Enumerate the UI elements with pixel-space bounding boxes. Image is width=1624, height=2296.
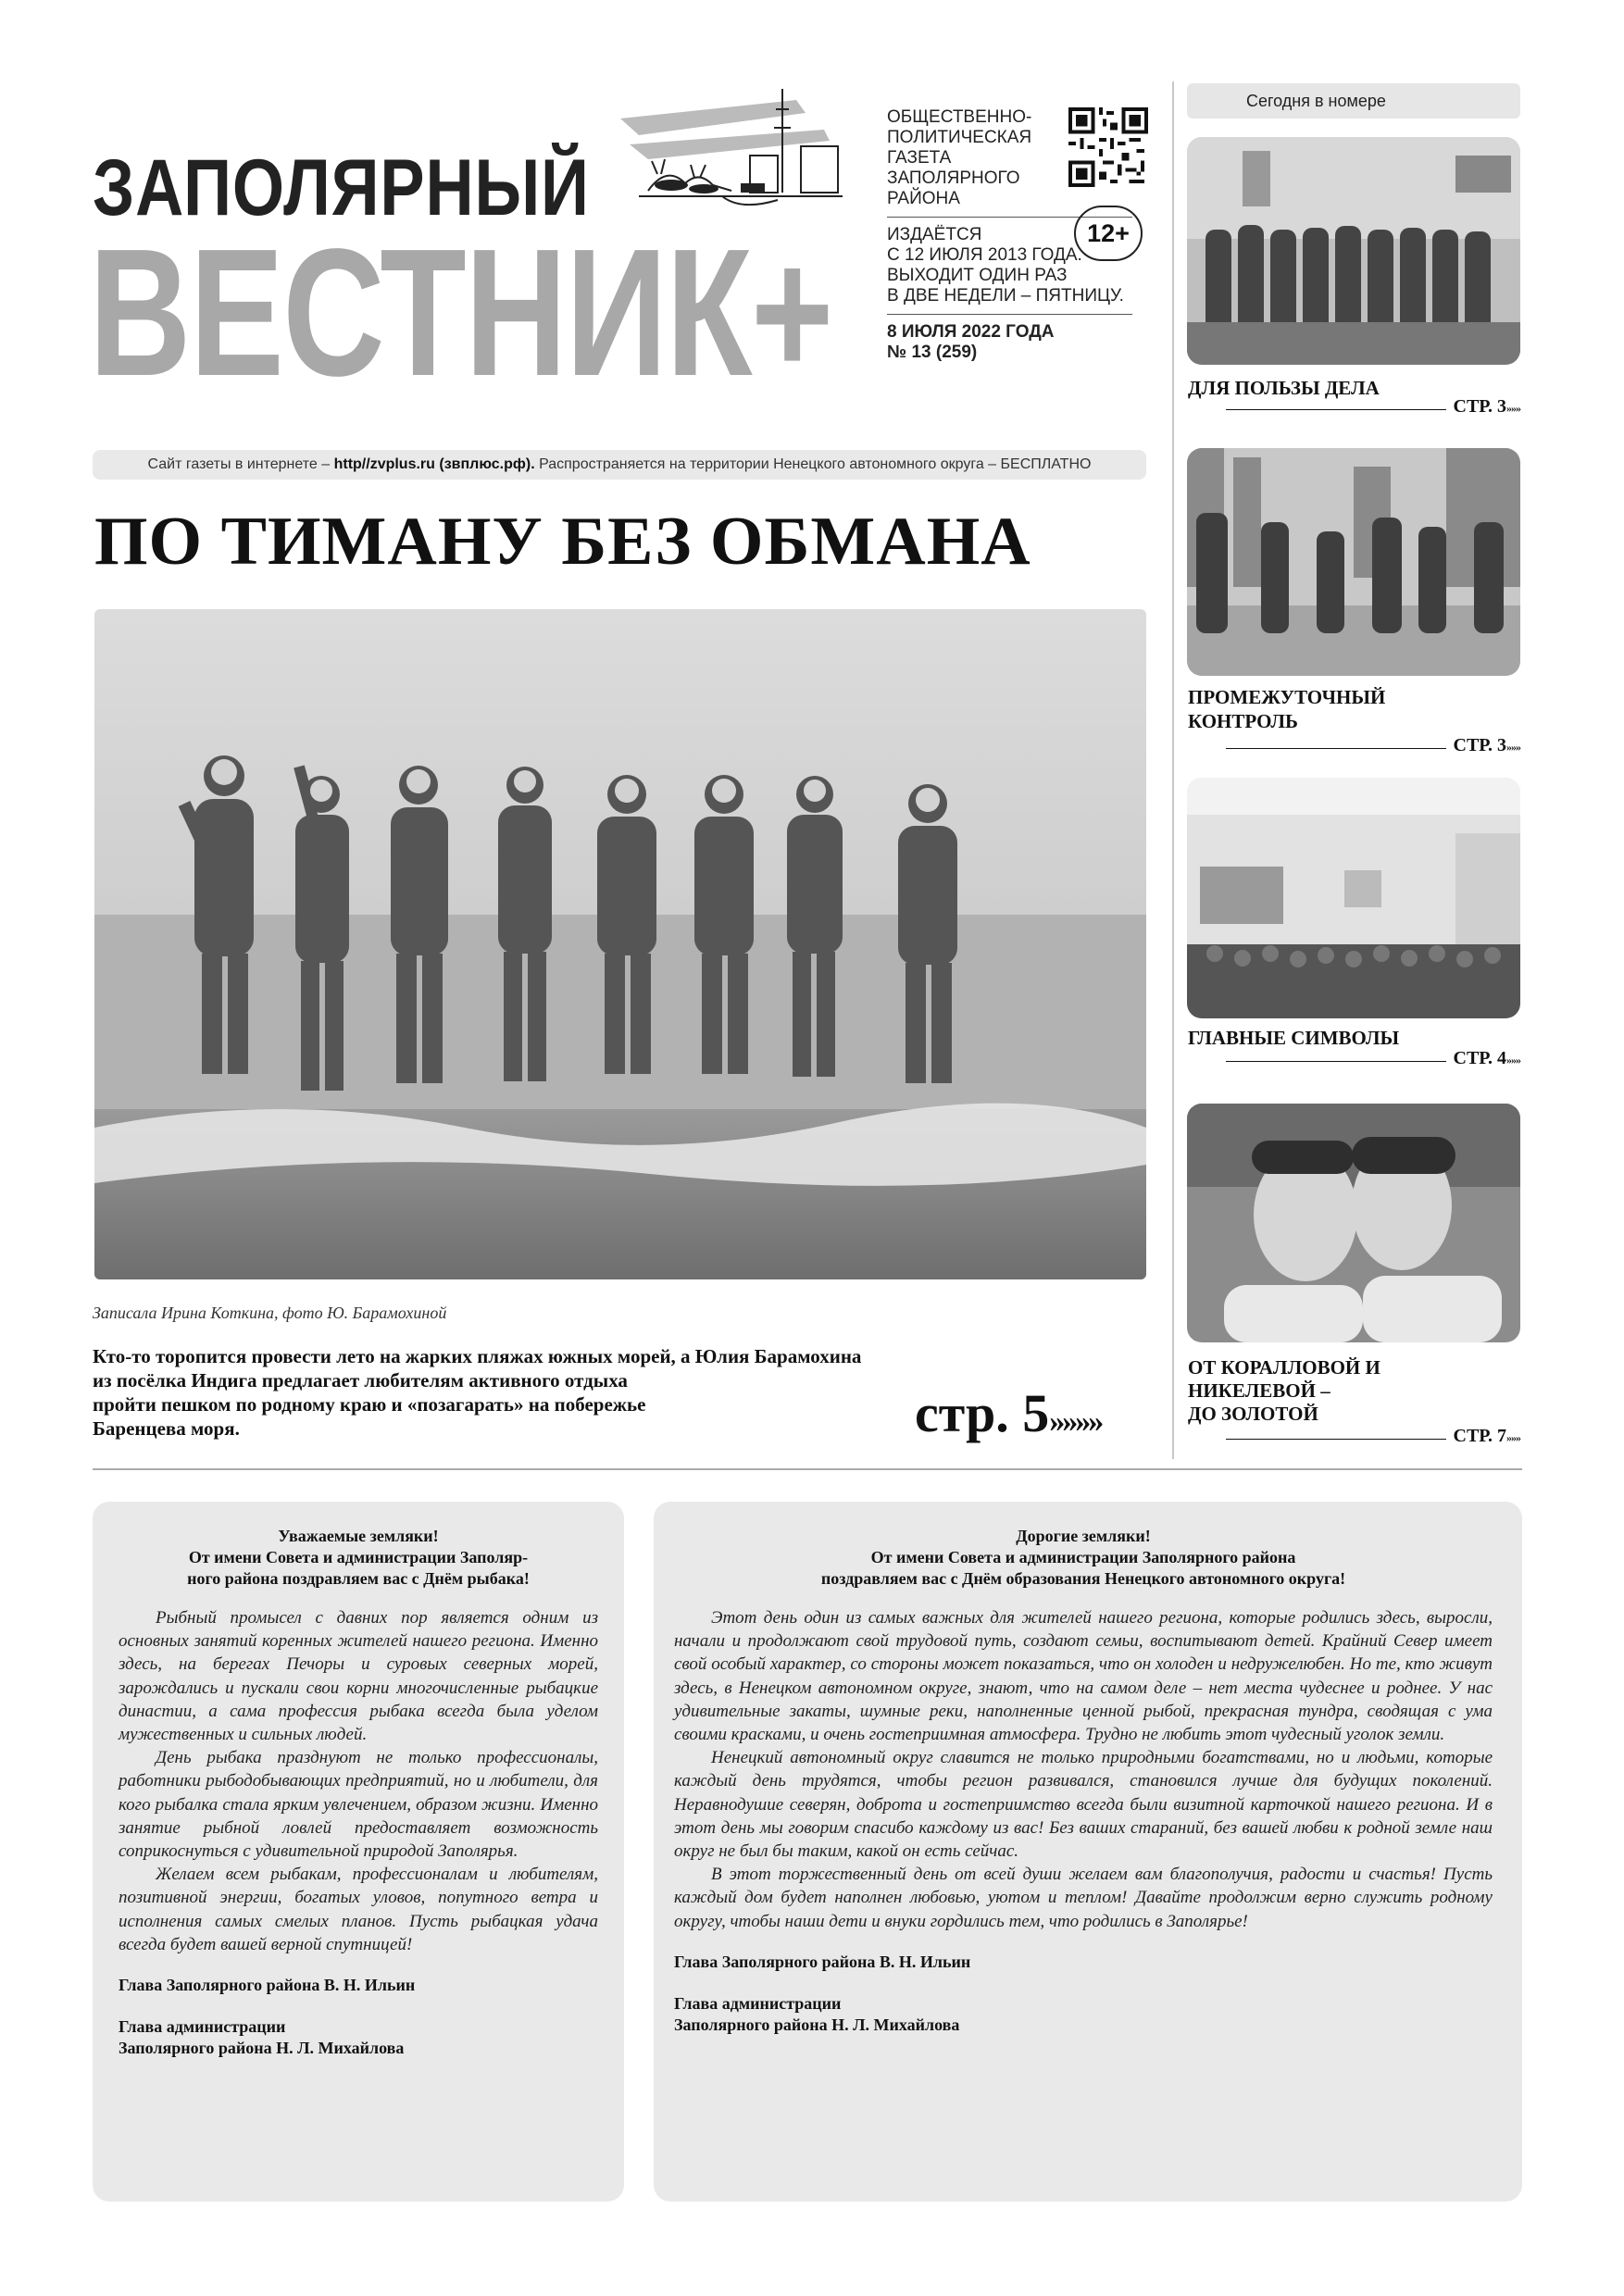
photo-caption: Записала Ирина Коткина, фото Ю. Барамохиной — [93, 1304, 447, 1322]
page-ref-arrows: »»» — [1506, 402, 1520, 415]
sidebar-item-title[interactable]: ОТ КОРАЛЛОВОЙ И — [1188, 1356, 1380, 1379]
sidebar-item-page[interactable] — [1187, 735, 1520, 756]
page-ref-arrows: »»» — [1506, 1054, 1520, 1067]
age-rating-badge: 12+ — [1074, 206, 1143, 261]
main-headline: ПО ТИМАНУ БЕЗ ОБМАНА — [94, 504, 1031, 580]
page-ref-line — [1226, 1061, 1446, 1062]
site-info-bar — [93, 450, 1146, 480]
newspaper-title-line1: ЗАПОЛЯРНЫЙ — [93, 144, 590, 232]
qr-code-icon[interactable] — [1068, 107, 1148, 187]
page-ref-label: СТР. 3 — [1453, 396, 1506, 417]
greeting-heading: От имени Совета и администрации Заполяр- — [188, 1548, 529, 1566]
page-ref-line — [1226, 1439, 1446, 1440]
lead-page-reference[interactable] — [915, 1383, 1102, 1443]
sidebar-photo-outdoor-group[interactable] — [1187, 448, 1520, 676]
sidebar-item-title[interactable]: ДЛЯ ПОЛЬЗЫ ДЕЛА — [1188, 377, 1380, 399]
page-ref-label: СТР. 7 — [1453, 1426, 1506, 1446]
greeting-fisherman-day — [93, 1502, 624, 2202]
sidebar-item-title[interactable]: ДО ЗОЛОТОЙ — [1188, 1403, 1318, 1425]
greeting-paragraph: Ненецкий автономный округ славится не только природными богатствами, но и людьми, которые каждый день трудятся, чтобы регион развивался, становился лучше для будущих поколений. Неравнодушие северян, доброта и гостеприимство всегда были визитной карточкой нашего региона. И в этот день мы говорим спасибо каждому из вас! Без ваших стараний, без вашей любви к родной земле наш округ не был бы таким, какой он есть сейчас. — [674, 1748, 1493, 1862]
today-in-issue-label: Сегодня в номере — [1187, 83, 1520, 119]
greeting-paragraph: Этот день один из самых важных для жителей нашего региона, которые родились здесь, выросли, начали и продолжают свой трудовой путь, создают семьи, воспитывают детей. Крайний Север имеет свой особый характер, со стороны может показаться, что он холоден и недружелюбен. Но те, кто живут здесь, в Ненецком автономном округе, знают, что на самом деле – нет места чудеснее и роднее. У нас удивительные закаты, шумные реки, наполненные ценной рыбой, прекрасная тундра, сводящая с ума своими красками, и очень гостеприимная атмосфера. Трудно не любить этот чудесный уголок земли. — [674, 1608, 1493, 1745]
greeting-signature: Глава Заполярного района В. Н. Ильин — [119, 1976, 416, 1995]
sidebar-item-title[interactable]: НИКЕЛЕВОЙ – — [1188, 1379, 1330, 1402]
sidebar-item-page[interactable] — [1187, 1426, 1520, 1447]
page-ref-line — [1226, 409, 1446, 410]
greeting-heading: От имени Совета и администрации Заполярного района — [870, 1548, 1296, 1566]
issue-date: 8 ИЮЛЯ 2022 ГОДА — [887, 322, 1055, 342]
lead-line: из посёлка Индига предлагает любителям активного отдыха — [93, 1369, 628, 1391]
lead-line: пройти пешком по родному краю и «позагарать» на побережье — [93, 1393, 646, 1416]
greeting-body — [119, 1606, 598, 1956]
sidebar-item-title[interactable]: КОНТРОЛЬ — [1188, 710, 1298, 732]
greeting-signature: Глава администрации — [674, 1993, 842, 2013]
greeting-heading: ного района поздравляем вас с Днём рыбака! — [187, 1569, 530, 1588]
hikers-on-beach-photo[interactable] — [94, 609, 1146, 1279]
greeting-signature: Заполярного района Н. Л. Михайлова — [119, 2039, 405, 2058]
newspaper-title-line2: ВЕСТНИК+ — [89, 211, 832, 414]
sidebar-photo-couple-portrait[interactable] — [1187, 1104, 1520, 1342]
sidebar-photo-council-group[interactable] — [1187, 137, 1520, 365]
site-bar-suffix: Распространяется на территории Ненецкого автономного округа – БЕСПЛАТНО — [534, 456, 1092, 472]
page-ref-label: СТР. 4 — [1453, 1048, 1506, 1068]
sidebar-item-title[interactable]: ПРОМЕЖУТОЧНЫЙ — [1188, 686, 1386, 708]
greeting-paragraph: Желаем всем рыбакам, профессионалам и любителям, позитивной энергии, богатых уловов, попутного ветра и исполнения самых смелых планов. Пусть рыбацкая удача всегда будет вашей верной спутницей! — [119, 1865, 598, 1954]
greeting-nao-day — [654, 1502, 1522, 2202]
info-line: ОБЩЕСТВЕННО- — [887, 107, 1032, 127]
site-url-link[interactable]: http//zvplus.ru (звплюс.рф). — [333, 456, 535, 472]
greeting-heading: Уважаемые земляки! — [278, 1527, 439, 1545]
greeting-heading: поздравляем вас с Днём образования Ненецкого автономного округа! — [820, 1569, 1346, 1588]
page-ref-arrows: »»» — [1506, 1431, 1520, 1444]
info-line: РАЙОНА — [887, 189, 960, 208]
info-line: ПОЛИТИЧЕСКАЯ — [887, 128, 1032, 147]
issued-line: В ДВЕ НЕДЕЛИ – ПЯТНИЦУ. — [887, 286, 1124, 306]
greeting-signature: Заполярного района Н. Л. Михайлова — [674, 2015, 960, 2034]
greeting-paragraph: День рыбака празднуют не только профессионалы, работники рыбодобывающих предприятий, но и любители, для кого рыбалка стала ярким увлечением, образом жизни. Именно занятие рыбной ловлей предоставляет возможность соприкоснуться с удивительной природой Заполярья. — [119, 1748, 598, 1862]
sidebar-item-title[interactable]: ГЛАВНЫЕ СИМВОЛЫ — [1188, 1027, 1400, 1049]
lead-line: Баренцева моря. — [93, 1417, 240, 1440]
page-ref-label: СТР. 3 — [1453, 735, 1506, 755]
section-divider — [93, 1468, 1522, 1470]
sidebar-photo-conference-hall[interactable] — [1187, 778, 1520, 1018]
page-ref-arrows: »»» — [1506, 741, 1520, 754]
greeting-signature: Глава администрации — [119, 2017, 286, 2037]
greeting-paragraph: В этот торжественный день от всей души желаем вам благополучия, радости и счастья! Пусть каждый дом будет наполнен любовью, уютом и теплом! Давайте продолжим верно служить родному округу, чтобы наши дети и внуки гордились тем, что родились в Заполярье! — [674, 1865, 1493, 1931]
info-line: ЗАПОЛЯРНОГО — [887, 168, 1020, 188]
lead-page-label: стр. 5 — [915, 1383, 1050, 1443]
greeting-heading: Дорогие земляки! — [1016, 1527, 1151, 1545]
reindeer-sled-logo-illustration — [611, 81, 889, 239]
greeting-paragraph: Рыбный промысел с давних пор является одним из основных занятий коренных жителей нашего региона. Именно здесь, на берегах Печоры и суровых северных морей, зарождались и пускали свои корни многочисленные рыбацкие династии, а сама профессия рыбака всегда была уделом мужественных и сильных людей. — [119, 1608, 598, 1745]
info-line: ГАЗЕТА — [887, 148, 952, 168]
sidebar-item-page[interactable] — [1187, 1048, 1520, 1069]
issued-line: ИЗДАЁТСЯ — [887, 225, 982, 244]
lead-line: Кто-то торопится провести лето на жарких пляжах южных морей, а Юлия Барамохина — [93, 1345, 862, 1367]
greeting-body — [674, 1606, 1493, 1933]
greeting-signature: Глава Заполярного района В. Н. Ильин — [674, 1952, 971, 1971]
info-divider — [887, 314, 1132, 315]
column-divider — [1172, 81, 1174, 1459]
issued-line: ВЫХОДИТ ОДИН РАЗ — [887, 266, 1068, 285]
lead-paragraph — [93, 1344, 944, 1441]
page-ref-line — [1226, 748, 1446, 749]
issue-number: № 13 (259) — [887, 343, 978, 362]
sidebar-item-page[interactable] — [1187, 396, 1520, 418]
issued-line: С 12 ИЮЛЯ 2013 ГОДА. — [887, 245, 1082, 265]
lead-page-arrows: »»»» — [1049, 1404, 1102, 1439]
site-bar-prefix: Сайт газеты в интернете – — [147, 456, 334, 472]
